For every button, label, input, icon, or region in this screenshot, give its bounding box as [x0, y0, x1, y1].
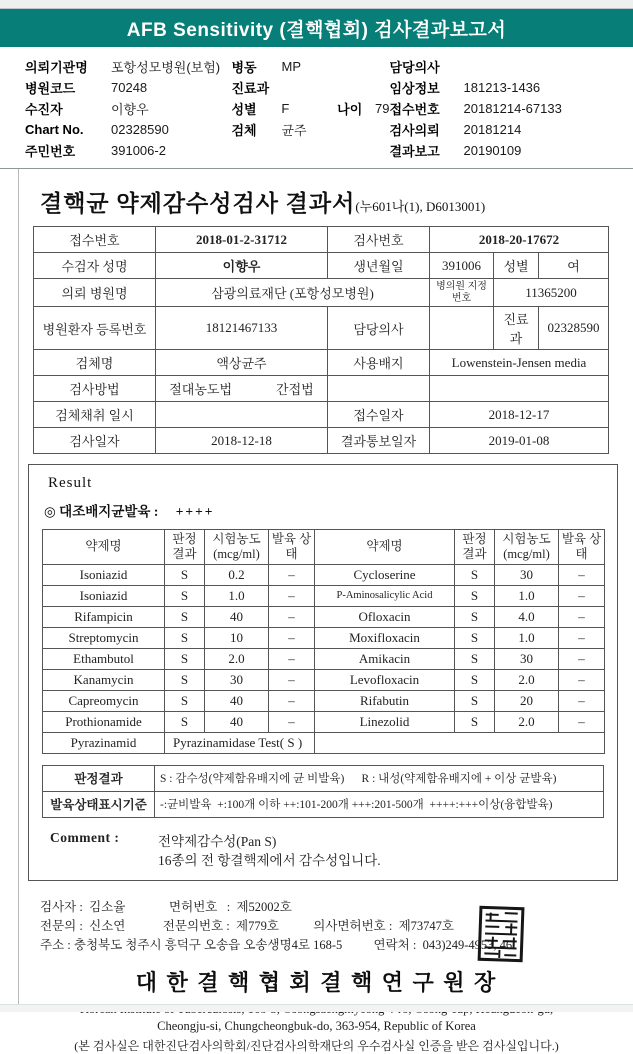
drug-name: Amikacin — [315, 648, 455, 669]
empty-cell — [315, 732, 605, 753]
demographics-column-right — [390, 56, 633, 162]
column-header: 약제명 — [43, 530, 165, 565]
info-label: 결과통보일자 — [328, 428, 430, 454]
field-label: 주민번호 — [25, 141, 111, 160]
info-label: 성별 — [494, 253, 539, 279]
table-row — [43, 791, 604, 817]
document-subtitle: (누601나(1), D6013001) — [355, 199, 485, 214]
field-value: 20181214-67133 — [464, 101, 562, 116]
info-value: 2019-01-08 — [430, 428, 609, 454]
info-value: 2018-01-2-31712 — [156, 227, 328, 253]
report-banner-title: AFB Sensitivity (결핵협회) 검사결과보고서 — [127, 15, 506, 42]
info-value: 391006 — [430, 253, 494, 279]
info-label: 접수일자 — [328, 402, 430, 428]
drug-result: S — [165, 606, 205, 627]
field-label: 병원코드 — [25, 78, 111, 97]
field-value: 20181214 — [464, 122, 522, 137]
drug-conc: 30 — [495, 648, 559, 669]
field-value: F — [281, 101, 327, 116]
drug-conc: 4.0 — [495, 606, 559, 627]
scanned-report-document — [0, 169, 633, 1054]
address-line: 주소 : 충청북도 청주시 흥덕구 오송읍 오송생명4로 168-5 연락처 : 043)249-4953, 46 — [40, 935, 633, 954]
table-row — [43, 585, 605, 606]
window-top-strip — [0, 0, 633, 9]
field-value: 02328590 — [111, 122, 169, 137]
column-header: 약제명 — [315, 530, 455, 565]
field-value: 181213-1436 — [464, 80, 541, 95]
drug-name: Levofloxacin — [315, 669, 455, 690]
specialist-line: 전문의 : 신소연 전문의번호 : 제779호 의사면허번호 : 제73747호 — [40, 916, 633, 935]
table-row — [34, 227, 609, 253]
drug-name: Linezolid — [315, 711, 455, 732]
legend-label: 발육상태표시기준 — [43, 791, 155, 817]
drug-name: Ofloxacin — [315, 606, 455, 627]
info-label: 병원환자 등록번호 — [34, 307, 156, 350]
column-header: 발육 상태 — [559, 530, 605, 565]
info-label: 생년월일 — [328, 253, 430, 279]
drug-name: Capreomycin — [43, 690, 165, 711]
field-value: MP — [282, 59, 302, 74]
specimen-info-table — [33, 226, 609, 454]
drug-conc: 0.2 — [205, 564, 269, 585]
drug-name: Rifampicin — [43, 606, 165, 627]
circle-bullet-icon: ◎ — [44, 504, 56, 519]
drug-result: S — [165, 627, 205, 648]
info-value: 2018-20-17672 — [430, 227, 609, 253]
drug-result: S — [165, 648, 205, 669]
info-value — [430, 376, 609, 402]
table-row — [34, 350, 609, 376]
seal-icon — [477, 905, 525, 963]
info-label: 검사일자 — [34, 428, 156, 454]
table-row — [34, 376, 609, 402]
drug-result: S — [455, 711, 495, 732]
drug-conc: 2.0 — [205, 648, 269, 669]
info-label: 수검자 성명 — [34, 253, 156, 279]
field-value: 79 — [375, 101, 389, 116]
drug-growth: – — [269, 585, 315, 606]
info-value: 18121467133 — [156, 307, 328, 350]
drug-name: Rifabutin — [315, 690, 455, 711]
window-bottom-strip — [0, 1004, 633, 1012]
field-value: 이향우 — [111, 99, 149, 118]
drug-result: S — [455, 648, 495, 669]
drug-name: Isoniazid — [43, 585, 165, 606]
info-value: 이향우 — [156, 253, 328, 279]
field-label: 병동 — [232, 57, 282, 76]
info-label: 검사방법 — [34, 376, 156, 402]
drug-growth: – — [559, 627, 605, 648]
info-value: 삼광의료재단 (포항성모병원) — [156, 279, 430, 307]
drug-conc: 1.0 — [495, 627, 559, 648]
result-section — [28, 464, 618, 881]
table-row — [43, 711, 605, 732]
drug-growth: – — [559, 669, 605, 690]
field-value: 균주 — [282, 120, 307, 139]
drug-growth: – — [559, 648, 605, 669]
field-label: 담당의사 — [390, 57, 464, 76]
result-heading: Result — [48, 475, 604, 492]
info-value: 02328590 — [539, 307, 609, 350]
info-value: 2018-12-18 — [156, 428, 328, 454]
drug-conc: 40 — [205, 606, 269, 627]
info-label: 병의원 지정번호 — [430, 279, 494, 307]
field-label: 결과보고 — [390, 141, 464, 160]
comment-text: 전약제감수성(Pan S) 16종의 전 항결핵제에서 감수성입니다. — [158, 830, 381, 868]
table-row — [43, 648, 605, 669]
drug-growth: – — [559, 585, 605, 606]
control-growth-line: ◎ 대조배지균발육 : ++++ — [44, 500, 604, 520]
field-label: 검사의뢰 — [390, 120, 464, 139]
info-label: 담당의사 — [328, 307, 430, 350]
drug-conc: 10 — [205, 627, 269, 648]
table-row — [34, 253, 609, 279]
legend-label: 판정결과 — [43, 765, 155, 791]
drug-name: Prothionamide — [43, 711, 165, 732]
drug-growth: – — [559, 711, 605, 732]
drug-name: Streptomycin — [43, 627, 165, 648]
drug-name: Ethambutol — [43, 648, 165, 669]
column-header: 판정 결과 — [165, 530, 205, 565]
table-row — [43, 564, 605, 585]
column-header: 발육 상태 — [269, 530, 315, 565]
official-seal-stamp — [477, 905, 525, 965]
drug-growth: – — [269, 648, 315, 669]
drug-name: Cycloserine — [315, 564, 455, 585]
drug-growth: – — [269, 606, 315, 627]
interpretation-legend-table — [42, 765, 604, 818]
drug-result: S — [165, 690, 205, 711]
drug-name: Pyrazinamid — [43, 732, 165, 753]
drug-conc: 1.0 — [205, 585, 269, 606]
drug-name: P-Aminosalicylic Acid — [315, 585, 455, 606]
info-value — [156, 402, 328, 428]
drug-growth: – — [269, 690, 315, 711]
table-row — [43, 669, 605, 690]
info-value: 여 — [539, 253, 609, 279]
field-label: Chart No. — [25, 122, 111, 137]
drug-result: S — [455, 606, 495, 627]
drug-sensitivity-table — [42, 529, 605, 754]
field-label: 성별 — [232, 99, 282, 118]
drug-result: S — [455, 690, 495, 711]
drug-conc: 20 — [495, 690, 559, 711]
signature-footer — [40, 897, 633, 954]
info-value: 2018-12-17 — [430, 402, 609, 428]
info-label: 진료과 — [494, 307, 539, 350]
report-banner — [0, 9, 633, 47]
table-row — [34, 428, 609, 454]
drug-growth: – — [269, 627, 315, 648]
drug-result: S — [165, 711, 205, 732]
document-title: 결핵균 약제감수성검사 결과서(누601나(1), D6013001) — [40, 185, 633, 218]
info-label: 검체채취 일시 — [34, 402, 156, 428]
scan-edge-line — [18, 169, 19, 1009]
drug-conc: 30 — [495, 564, 559, 585]
table-row — [43, 765, 604, 791]
accreditation-note: (본 검사실은 대한진단검사의학회/진단검사의학재단의 우수검사실 인증을 받은 검사실입니다.) — [0, 1037, 633, 1054]
info-value: 11365200 — [494, 279, 609, 307]
field-label: 의뢰기관명 — [25, 57, 111, 76]
table-row — [43, 732, 605, 753]
info-label: 의뢰 병원명 — [34, 279, 156, 307]
patient-demographics-header — [0, 47, 633, 169]
drug-growth: – — [269, 564, 315, 585]
drug-growth: – — [269, 669, 315, 690]
drug-name: Isoniazid — [43, 564, 165, 585]
drug-name: Kanamycin — [43, 669, 165, 690]
info-value: Lowenstein-Jensen media — [430, 350, 609, 376]
table-row — [43, 690, 605, 711]
drug-conc: 1.0 — [495, 585, 559, 606]
drug-result: S — [455, 564, 495, 585]
field-label: 수진자 — [25, 99, 111, 118]
drug-growth: – — [559, 564, 605, 585]
drug-conc: 40 — [205, 690, 269, 711]
info-label: 접수번호 — [34, 227, 156, 253]
drug-conc: 2.0 — [495, 669, 559, 690]
issuing-organization-name: 대 한 결 핵 협 회 결 핵 연 구 원 장 — [0, 966, 633, 997]
drug-growth: – — [559, 606, 605, 627]
table-row — [34, 307, 609, 350]
field-value: 391006-2 — [111, 143, 166, 158]
examiner-line: 검사자 : 김소율 면허번호 : 제52002호 — [40, 897, 633, 916]
field-label: 검체 — [232, 120, 282, 139]
field-value: 20190109 — [464, 143, 522, 158]
drug-note: Pyrazinamidase Test( S ) — [165, 732, 315, 753]
table-row — [34, 279, 609, 307]
institute-address-english: Cheongju-si, Chungcheongbuk-do, 363-954, Republic of Korea — [0, 1001, 633, 1036]
drug-result: S — [165, 669, 205, 690]
field-label: 접수번호 — [390, 99, 464, 118]
demographics-column-left — [25, 56, 232, 162]
field-label: 진료과 — [232, 78, 282, 97]
drug-growth: – — [269, 711, 315, 732]
field-label: 임상정보 — [390, 78, 464, 97]
field-label: 나이 — [337, 99, 375, 118]
table-row — [43, 627, 605, 648]
table-row — [43, 606, 605, 627]
column-header: 시험농도 (mcg/ml) — [205, 530, 269, 565]
field-value: 70248 — [111, 80, 147, 95]
drug-result: S — [455, 585, 495, 606]
field-value: 포항성모병원(보험) — [111, 57, 220, 76]
legend-text: -:균비발육 +:100개 이하 ++:101-200개 +++:201-500개 ++++:+++이상(융합발육) — [155, 791, 604, 817]
drug-result: S — [165, 564, 205, 585]
drug-conc: 2.0 — [495, 711, 559, 732]
drug-growth: – — [559, 690, 605, 711]
comment-label: Comment : — [50, 830, 158, 868]
comment-block — [50, 830, 604, 868]
drug-result: S — [455, 669, 495, 690]
table-header-row — [43, 530, 605, 565]
drug-name: Moxifloxacin — [315, 627, 455, 648]
info-value: 액상균주 — [156, 350, 328, 376]
info-label: 검사번호 — [328, 227, 430, 253]
drug-conc: 30 — [205, 669, 269, 690]
control-growth-value: ++++ — [176, 504, 215, 519]
legend-text: S : 감수성(약제함유배지에 균 비발육) R : 내성(약제함유배지에 + 이상 균발육) — [155, 765, 604, 791]
column-header: 시험농도 (mcg/ml) — [495, 530, 559, 565]
info-value — [430, 307, 494, 350]
info-label: 사용배지 — [328, 350, 430, 376]
column-header: 판정 결과 — [455, 530, 495, 565]
drug-conc: 40 — [205, 711, 269, 732]
info-value — [328, 376, 430, 402]
table-row — [34, 402, 609, 428]
demographics-column-middle — [232, 56, 390, 162]
drug-result: S — [455, 627, 495, 648]
drug-result: S — [165, 585, 205, 606]
info-value: 절대농도법 간접법 — [156, 376, 328, 402]
info-label: 검체명 — [34, 350, 156, 376]
